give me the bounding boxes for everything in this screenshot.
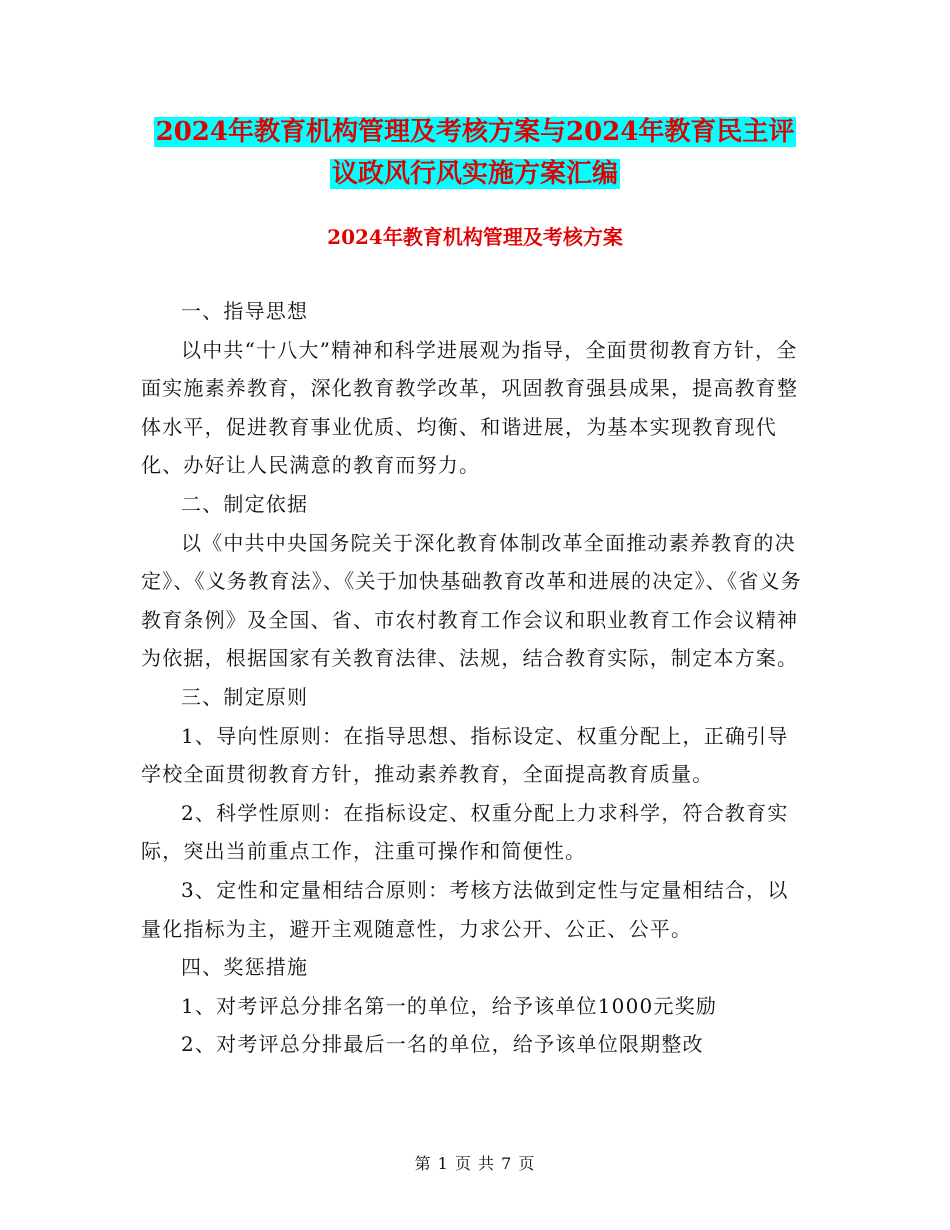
heading-guiding-ideology: 一、指导思想: [181, 299, 309, 323]
title-highlight: 议政风行风实施方案汇编: [331, 159, 618, 189]
paragraph: 2、科学性原则：在指标设定、权重分配上力求科学，符合教育实际，突出当前重点工作，注重可操作和简便性。: [141, 800, 789, 864]
paragraph: 1、对考评总分排名第一的单位，给予该单位1000元奖励: [181, 993, 718, 1018]
paragraph: 3、定性和定量相结合原则：考核方法做到定性与定量相结合，以量化指标为主，避开主观随意性，力求公开、公正、公平。: [141, 877, 789, 941]
heading-basis: 二、制定依据: [181, 491, 309, 516]
paragraph: 以《中共中央国务院关于深化教育体制改革全面推动素养教育的决定》、《义务教育法》、《关于加快基础教育改革和进展的决定》、《省义务教育条例》及全国、省、市农村教育工作会议和职业教育工作会议精神为依据，根据国家有关教育法律、法规，结合教育实际，制定本方案。: [141, 530, 802, 671]
heading-rewards: 四、奖惩措施: [181, 955, 309, 980]
document-title-line-2: [0, 152, 950, 196]
document-body: [141, 292, 809, 1064]
document-title-line-1: [0, 110, 950, 154]
paragraph: 以中共“十八大”精神和科学进展观为指导，全面贯彻教育方针，全面实施素养教育，深化教育教学改革，巩固教育强县成果，提高教育整体水平，促进教育事业优质、均衡、和谐进展，为基本实现教育现代化、办好让人民满意的教育而努力。: [141, 337, 799, 478]
title-highlight: 2024年教育机构管理及考核方案与2024年教育民主评: [155, 117, 795, 147]
page-number: 第 1 页 共 7 页: [414, 1154, 536, 1173]
paragraph: 2、对考评总分排最后一名的单位，给予该单位限期整改: [181, 1032, 704, 1057]
section-title: 2024年教育机构管理及考核方案: [327, 225, 623, 249]
paragraph: 1、导向性原则：在指导思想、指标设定、权重分配上，正确引导学校全面贯彻教育方针，推动素养教育，全面提高教育质量。: [141, 723, 789, 787]
heading-principles: 三、制定原则: [181, 684, 309, 709]
